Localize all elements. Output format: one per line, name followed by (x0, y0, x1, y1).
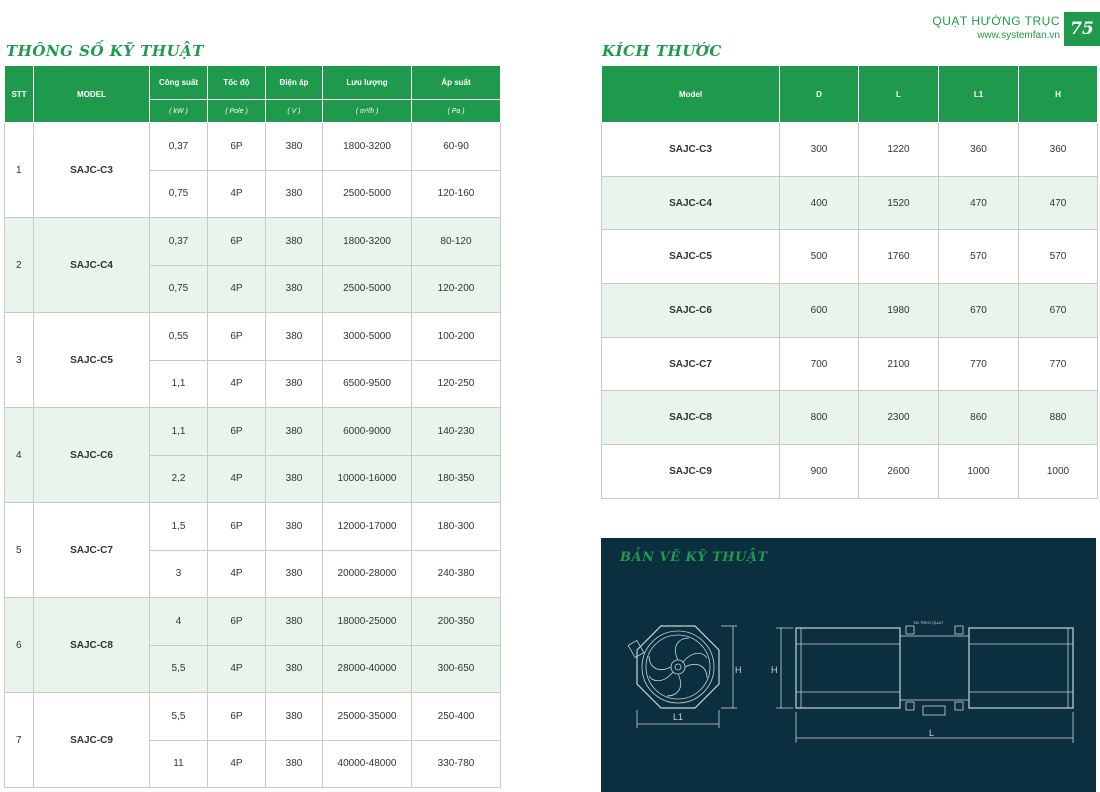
dimension-table (601, 65, 1098, 499)
cell-speed: 4P (208, 265, 266, 313)
dim-header-h: H (1019, 66, 1098, 123)
cell-pressure: 180-300 (412, 503, 501, 551)
cell-pressure: 180-350 (412, 455, 501, 503)
dim-cell-d: 600 (780, 284, 859, 338)
spec-section-title: THÔNG SỐ KỸ THUẬT (6, 42, 204, 60)
cell-speed: 4P (208, 740, 266, 788)
cell-speed: 4P (208, 645, 266, 693)
dim-cell-h: 880 (1019, 391, 1098, 445)
drawing-label-l: L (929, 728, 935, 738)
cell-voltage: 380 (266, 598, 323, 646)
cell-flow: 10000-16000 (323, 455, 412, 503)
cell-voltage: 380 (266, 645, 323, 693)
cell-voltage: 380 (266, 455, 323, 503)
dim-cell-l: 2300 (859, 391, 939, 445)
cell-voltage: 380 (266, 123, 323, 171)
dim-header-l1: L1 (939, 66, 1019, 123)
cell-flow: 1800-3200 (323, 218, 412, 266)
cell-flow: 6000-9000 (323, 408, 412, 456)
drawing-label-h-front: H (735, 665, 742, 675)
dim-cell-l1: 570 (939, 230, 1019, 284)
dim-cell-l1: 860 (939, 391, 1019, 445)
dim-cell-d: 900 (780, 445, 859, 499)
dim-cell-l1: 1000 (939, 445, 1019, 499)
cell-pressure: 240-380 (412, 550, 501, 598)
cell-pressure: 100-200 (412, 313, 501, 361)
cell-speed: 6P (208, 408, 266, 456)
spec-table-row (5, 693, 501, 741)
dim-cell-d: 700 (780, 337, 859, 391)
cell-model: SAJC-C4 (34, 218, 150, 313)
cell-speed: 6P (208, 693, 266, 741)
cell-speed: 6P (208, 218, 266, 266)
cell-flow: 40000-48000 (323, 740, 412, 788)
spec-table-row (5, 123, 501, 171)
header-brand (932, 14, 1060, 41)
unit-voltage: ( V ) (266, 100, 323, 123)
cell-power: 0,75 (150, 265, 208, 313)
cell-voltage: 380 (266, 503, 323, 551)
unit-speed: ( Pole ) (208, 100, 266, 123)
dimension-table-row (602, 176, 1098, 230)
dimension-table-body (602, 123, 1098, 499)
cell-stt: 4 (5, 408, 34, 503)
brand-title: QUẠT HƯỚNG TRỤC (932, 14, 1060, 28)
header-stt: STT (5, 66, 34, 123)
dim-header-l: L (859, 66, 939, 123)
dim-cell-h: 1000 (1019, 445, 1098, 499)
cell-speed: 4P (208, 550, 266, 598)
header-voltage: Điện áp (266, 66, 323, 100)
brand-url[interactable]: www.systemfan.vn (977, 30, 1060, 41)
cell-pressure: 330-780 (412, 740, 501, 788)
dim-cell-l: 1220 (859, 123, 939, 177)
dim-header-model: Model (602, 66, 780, 123)
cell-speed: 4P (208, 170, 266, 218)
cell-power: 5,5 (150, 645, 208, 693)
spec-table-body (5, 123, 501, 788)
dim-cell-h: 770 (1019, 337, 1098, 391)
spec-table-row (5, 408, 501, 456)
cell-voltage: 380 (266, 313, 323, 361)
header-pressure: Áp suất (412, 66, 501, 100)
drawing-label-h-side: H (771, 665, 778, 675)
spec-table-row (5, 598, 501, 646)
dim-cell-d: 800 (780, 391, 859, 445)
cell-model: SAJC-C8 (34, 598, 150, 693)
dim-cell-d: 500 (780, 230, 859, 284)
cell-model: SAJC-C6 (34, 408, 150, 503)
dimension-table-row (602, 284, 1098, 338)
dimension-table-row (602, 445, 1098, 499)
cell-pressure: 80-120 (412, 218, 501, 266)
cell-flow: 3000-5000 (323, 313, 412, 361)
header-speed: Tốc độ (208, 66, 266, 100)
cell-flow: 6500-9500 (323, 360, 412, 408)
spec-table-row (5, 218, 501, 266)
unit-power: ( kW ) (150, 100, 208, 123)
dim-cell-l: 1760 (859, 230, 939, 284)
cell-power: 11 (150, 740, 208, 788)
dim-cell-model: SAJC-C9 (602, 445, 780, 499)
dim-cell-l: 2600 (859, 445, 939, 499)
dim-cell-h: 570 (1019, 230, 1098, 284)
dim-cell-h: 470 (1019, 176, 1098, 230)
cell-pressure: 60-90 (412, 123, 501, 171)
dim-cell-model: SAJC-C6 (602, 284, 780, 338)
dim-cell-l1: 470 (939, 176, 1019, 230)
dim-cell-l1: 360 (939, 123, 1019, 177)
cell-voltage: 380 (266, 693, 323, 741)
cell-speed: 6P (208, 598, 266, 646)
cell-voltage: 380 (266, 265, 323, 313)
unit-flow: ( m³/h ) (323, 100, 412, 123)
cell-speed: 6P (208, 313, 266, 361)
cell-power: 1,5 (150, 503, 208, 551)
header-model: MODEL (34, 66, 150, 123)
dim-cell-l: 1520 (859, 176, 939, 230)
fan-side-view (776, 626, 1073, 743)
cell-voltage: 380 (266, 550, 323, 598)
dimension-table-row (602, 230, 1098, 284)
cell-flow: 1800-3200 (323, 123, 412, 171)
cell-stt: 6 (5, 598, 34, 693)
cell-flow: 20000-28000 (323, 550, 412, 598)
page-number: 75 (1064, 12, 1100, 46)
cell-flow: 18000-25000 (323, 598, 412, 646)
header-flow: Lưu lượng (323, 66, 412, 100)
cell-speed: 6P (208, 123, 266, 171)
cell-flow: 28000-40000 (323, 645, 412, 693)
cell-power: 5,5 (150, 693, 208, 741)
dim-cell-h: 670 (1019, 284, 1098, 338)
cell-model: SAJC-C7 (34, 503, 150, 598)
cell-pressure: 120-250 (412, 360, 501, 408)
technical-drawing-panel (601, 538, 1096, 792)
dim-cell-d: 400 (780, 176, 859, 230)
cell-model: SAJC-C3 (34, 123, 150, 218)
technical-drawing (601, 538, 1096, 792)
drawing-label-l1: L1 (673, 712, 684, 722)
dim-cell-model: SAJC-C7 (602, 337, 780, 391)
cell-pressure: 250-400 (412, 693, 501, 741)
dim-cell-model: SAJC-C4 (602, 176, 780, 230)
cell-pressure: 120-200 (412, 265, 501, 313)
cell-voltage: 380 (266, 170, 323, 218)
cell-pressure: 140-230 (412, 408, 501, 456)
dim-cell-l1: 670 (939, 284, 1019, 338)
spec-table-row (5, 503, 501, 551)
dim-cell-d: 300 (780, 123, 859, 177)
cell-stt: 3 (5, 313, 34, 408)
cell-stt: 1 (5, 123, 34, 218)
cell-voltage: 380 (266, 408, 323, 456)
dimension-table-row (602, 391, 1098, 445)
cell-voltage: 380 (266, 740, 323, 788)
dim-cell-l: 1980 (859, 284, 939, 338)
cell-speed: 4P (208, 455, 266, 503)
cell-stt: 2 (5, 218, 34, 313)
cell-speed: 4P (208, 360, 266, 408)
dim-cell-model: SAJC-C3 (602, 123, 780, 177)
cell-voltage: 380 (266, 218, 323, 266)
dim-header-d: D (780, 66, 859, 123)
drawing-title: BẢN VẼ KỸ THUẬT (620, 550, 768, 565)
spec-table-row (5, 313, 501, 361)
cell-power: 2,2 (150, 455, 208, 503)
cell-power: 0,37 (150, 218, 208, 266)
cell-pressure: 200-350 (412, 598, 501, 646)
dimension-table-row (602, 123, 1098, 177)
cell-pressure: 120-160 (412, 170, 501, 218)
cell-power: 0,75 (150, 170, 208, 218)
spec-table (4, 65, 501, 788)
cell-model: SAJC-C5 (34, 313, 150, 408)
cell-stt: 7 (5, 693, 34, 788)
cell-flow: 2500-5000 (323, 265, 412, 313)
cell-power: 3 (150, 550, 208, 598)
cell-stt: 5 (5, 503, 34, 598)
dim-cell-l: 2100 (859, 337, 939, 391)
cell-power: 1,1 (150, 408, 208, 456)
unit-pressure: ( Pa ) (412, 100, 501, 123)
cell-power: 4 (150, 598, 208, 646)
dim-cell-h: 360 (1019, 123, 1098, 177)
dimension-table-row (602, 337, 1098, 391)
cell-power: 0,37 (150, 123, 208, 171)
dim-cell-model: SAJC-C5 (602, 230, 780, 284)
cell-flow: 12000-17000 (323, 503, 412, 551)
cell-speed: 6P (208, 503, 266, 551)
cell-flow: 2500-5000 (323, 170, 412, 218)
cell-pressure: 300-650 (412, 645, 501, 693)
header-power: Công suất (150, 66, 208, 100)
cell-power: 1,1 (150, 360, 208, 408)
cell-flow: 25000-35000 (323, 693, 412, 741)
drawing-label-mount: TAI TREO QUẠT (913, 620, 944, 625)
dim-cell-l1: 770 (939, 337, 1019, 391)
cell-voltage: 380 (266, 360, 323, 408)
dim-cell-model: SAJC-C8 (602, 391, 780, 445)
cell-model: SAJC-C9 (34, 693, 150, 788)
cell-power: 0,55 (150, 313, 208, 361)
dimension-section-title: KÍCH THƯỚC (602, 42, 722, 60)
